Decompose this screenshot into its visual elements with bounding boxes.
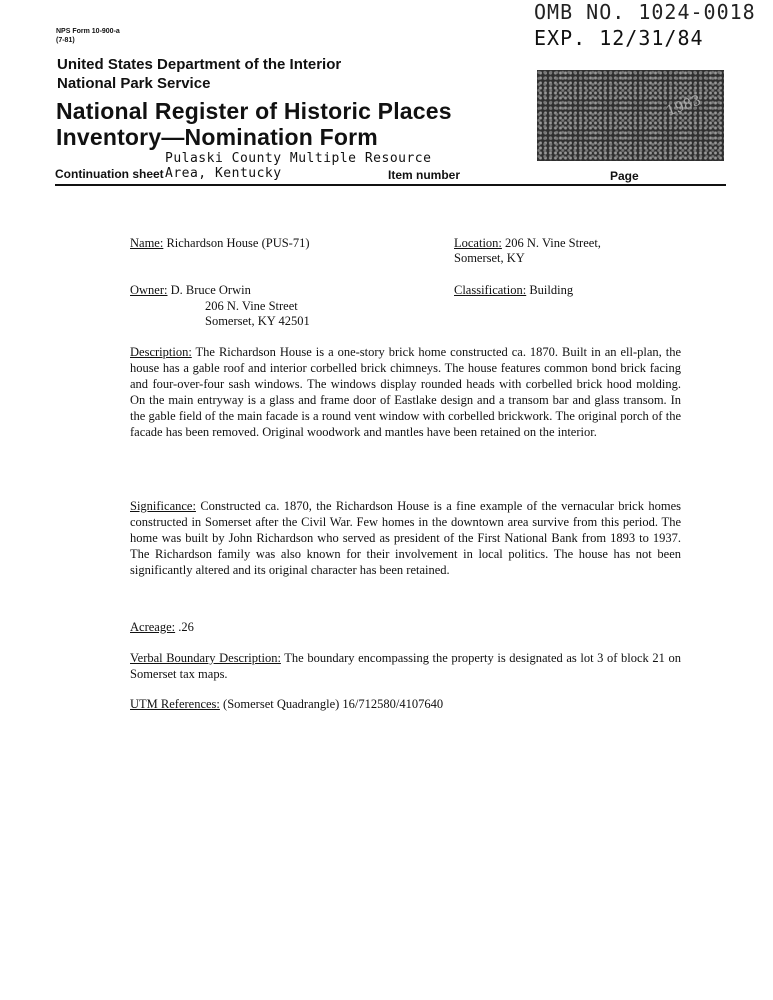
page-label: Page [610, 169, 639, 183]
form-subtitle: Inventory—Nomination Form [56, 124, 378, 150]
description-label: Description: [130, 345, 192, 359]
description-text: The Richardson House is a one-story brick home constructed ca. 1870. Built in an ell-plan, the house has a gable roof and interior corbelled brick chimneys. The house features common bond brick facing and four-over-four sash windows. The windows display rounded heads with corbelled brick hood molding. On the main entryway is a glass and frame door of Eastlake design and a transom bar and glass transom. In the gable field of the main facade is a round vent window with corbelled brickwork. The original porch of the facade has been removed. Original woodwork and mantles have been retained on the interior. [130, 345, 681, 439]
boundary-paragraph [130, 650, 681, 682]
description-paragraph [130, 344, 681, 440]
acreage-label: Acreage: [130, 620, 176, 634]
boundary-text: The boundary encompassing the property is designated as lot 3 of block 21 on Somerset tax maps. [130, 651, 681, 681]
item-number-label: Item number [388, 168, 461, 182]
owner-street: 206 N. Vine Street [205, 299, 298, 313]
utm-value: (Somerset Quadrangle) 16/712580/4107640 [223, 697, 444, 711]
service-heading: National Park Service [57, 75, 211, 92]
acreage-value: .26 [178, 620, 194, 634]
boundary-label: Verbal Boundary Description: [130, 651, 281, 665]
owner-label: Owner: [130, 283, 168, 297]
location-label: Location: [454, 236, 502, 250]
resource-name: Pulaski County Multiple Resource [165, 151, 432, 166]
property-classification [454, 282, 573, 298]
form-number [56, 27, 120, 45]
classification-value: Building [529, 283, 574, 297]
received-stamp: 1983 [537, 70, 724, 161]
expiration-date: EXP. 12/31/84 [534, 26, 704, 50]
significance-text: Constructed ca. 1870, the Richardson House is a fine example of the vernacular brick homes constructed in Somerset after the Civil War. Few homes in the downtown area survive from this period. The home was built by John Richardson who served as president of the First National Bank from 1893 to 1937. The Richardson family was also known for their involvement in local politics. The house has not been significantly altered and its original character has been retained. [130, 499, 681, 577]
property-name [130, 235, 310, 251]
omb-number: OMB NO. 1024-0018 [534, 0, 756, 24]
name-label: Name: [130, 236, 164, 250]
owner-name: D. Bruce Orwin [170, 283, 251, 297]
continuation-sheet-label: Continuation sheet [55, 167, 164, 181]
owner-city: Somerset, KY 42501 [205, 314, 310, 328]
classification-label: Classification: [454, 283, 527, 297]
utm-label: UTM References: [130, 697, 220, 711]
property-location [454, 235, 689, 251]
name-value: Richardson House (PUS-71) [166, 236, 310, 250]
form-revision-line: (7-81) [56, 37, 75, 44]
significance-paragraph [130, 498, 681, 578]
resource-area: Area, Kentucky [165, 166, 282, 181]
header-rule [55, 184, 726, 186]
location-city: Somerset, KY [454, 251, 525, 265]
significance-label: Significance: [130, 499, 196, 513]
acreage [130, 619, 194, 635]
department-heading: United States Department of the Interior [57, 56, 342, 73]
location-value: 206 N. Vine Street, [505, 236, 601, 250]
form-title: National Register of Historic Places [56, 98, 452, 124]
form-number-line: NPS Form 10-900-a [56, 28, 120, 35]
utm-references [130, 696, 443, 712]
property-owner [130, 282, 251, 298]
